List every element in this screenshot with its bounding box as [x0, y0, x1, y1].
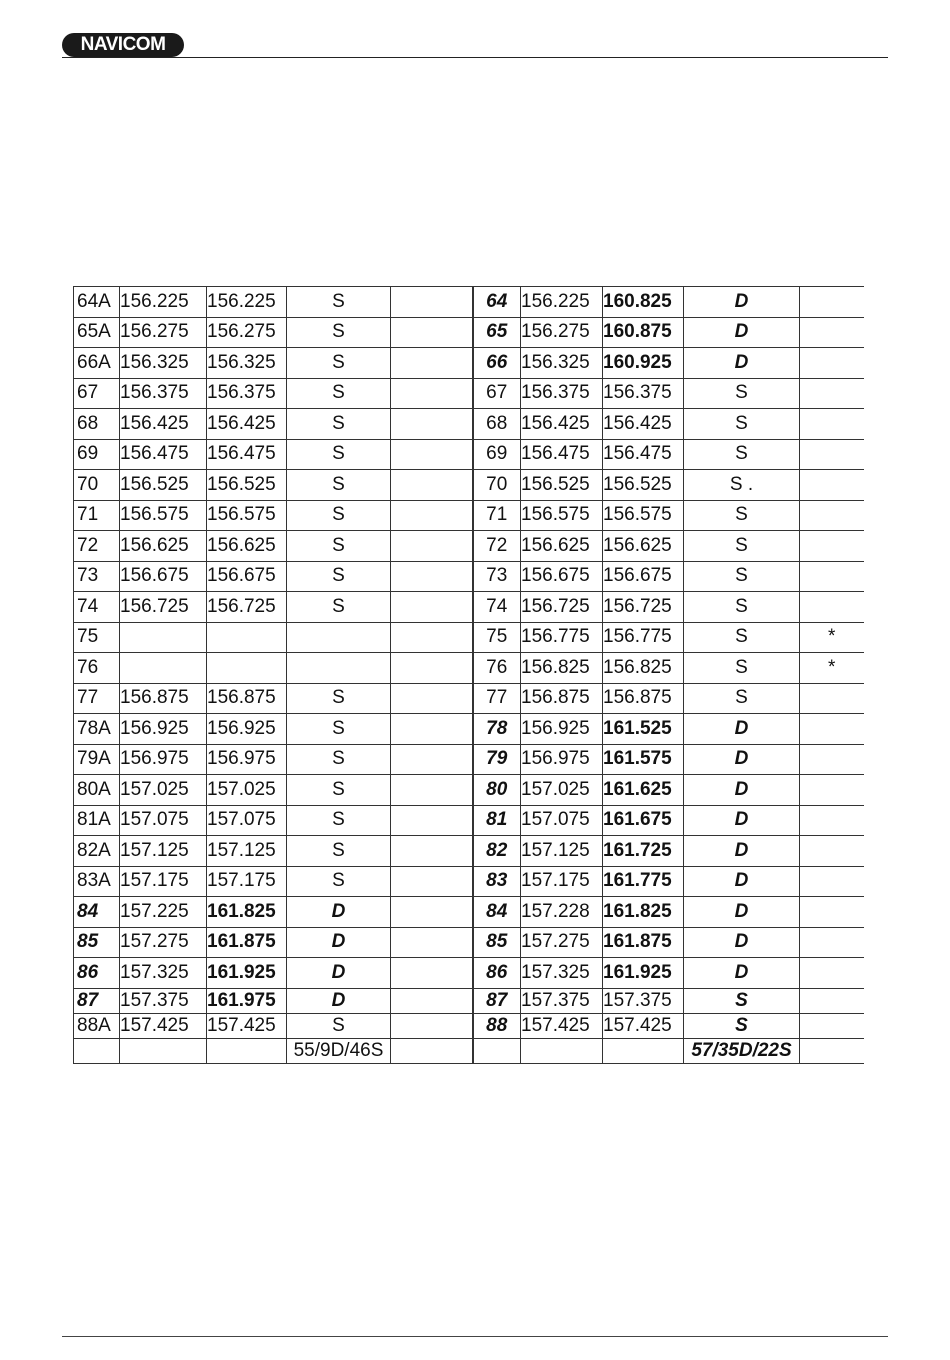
right-tx-frequency: 157.025 [521, 775, 603, 806]
left-tx-frequency: 156.725 [120, 592, 207, 623]
right-tx-frequency: 156.475 [521, 439, 603, 470]
right-rx-frequency: 156.425 [603, 409, 684, 440]
totals-cell [473, 1038, 521, 1063]
right-note [800, 988, 864, 1013]
right-tx-frequency: 156.775 [521, 622, 603, 653]
left-rx-frequency: 157.025 [207, 775, 287, 806]
right-note [800, 1013, 864, 1038]
right-tx-frequency: 157.175 [521, 866, 603, 897]
left-tx-frequency: 156.475 [120, 439, 207, 470]
left-tx-frequency: 157.325 [120, 958, 207, 989]
left-channel-number: 71 [74, 500, 120, 531]
right-channel-number: 69 [473, 439, 521, 470]
table-row [74, 744, 864, 775]
right-rx-frequency: 161.625 [603, 775, 684, 806]
right-channel-number: 80 [473, 775, 521, 806]
right-tx-frequency: 157.425 [521, 1013, 603, 1038]
left-tx-frequency [120, 622, 207, 653]
totals-cell [120, 1038, 207, 1063]
left-mode: S [287, 561, 391, 592]
left-channel-number: 75 [74, 622, 120, 653]
left-note [391, 683, 473, 714]
right-note [800, 348, 864, 379]
table-row [74, 592, 864, 623]
right-note [800, 470, 864, 501]
right-mode: S [684, 988, 800, 1013]
left-note [391, 714, 473, 745]
left-note [391, 500, 473, 531]
right-mode: S [684, 592, 800, 623]
left-tx-frequency: 157.425 [120, 1013, 207, 1038]
left-rx-frequency: 156.275 [207, 317, 287, 348]
table-row [74, 714, 864, 745]
table-row [74, 866, 864, 897]
left-mode: S [287, 500, 391, 531]
right-note [800, 409, 864, 440]
left-tx-frequency: 156.525 [120, 470, 207, 501]
left-channel-number: 86 [74, 958, 120, 989]
left-channel-number: 77 [74, 683, 120, 714]
right-mode: D [684, 897, 800, 928]
right-tx-frequency: 157.075 [521, 805, 603, 836]
right-rx-frequency: 161.675 [603, 805, 684, 836]
left-tx-frequency: 157.025 [120, 775, 207, 806]
left-channel-number: 81A [74, 805, 120, 836]
left-rx-frequency: 157.075 [207, 805, 287, 836]
right-mode: S [684, 1013, 800, 1038]
channel-frequency-table [73, 286, 864, 1064]
right-note [800, 500, 864, 531]
right-channel-number: 83 [473, 866, 521, 897]
table-row [74, 531, 864, 562]
left-rx-frequency: 156.425 [207, 409, 287, 440]
left-rx-frequency: 156.725 [207, 592, 287, 623]
left-mode: S [287, 378, 391, 409]
left-mode: D [287, 927, 391, 958]
right-channel-number: 88 [473, 1013, 521, 1038]
left-rx-frequency: 157.425 [207, 1013, 287, 1038]
right-note [800, 775, 864, 806]
right-note [800, 897, 864, 928]
left-rx-frequency: 156.675 [207, 561, 287, 592]
table-row [74, 622, 864, 653]
left-mode: S [287, 348, 391, 379]
right-tx-frequency: 157.125 [521, 836, 603, 867]
left-rx-frequency: 161.975 [207, 988, 287, 1013]
right-channel-number: 66 [473, 348, 521, 379]
right-channel-number: 67 [473, 378, 521, 409]
right-channel-number: 77 [473, 683, 521, 714]
left-channel-number: 87 [74, 988, 120, 1013]
left-note [391, 470, 473, 501]
right-tx-frequency: 156.925 [521, 714, 603, 745]
left-note [391, 409, 473, 440]
left-note [391, 988, 473, 1013]
left-note [391, 287, 473, 318]
left-note [391, 439, 473, 470]
right-rx-frequency: 161.775 [603, 866, 684, 897]
right-rx-frequency: 161.575 [603, 744, 684, 775]
right-rx-frequency: 156.525 [603, 470, 684, 501]
right-channel-number: 84 [473, 897, 521, 928]
left-tx-frequency: 156.275 [120, 317, 207, 348]
right-channel-number: 72 [473, 531, 521, 562]
left-rx-frequency: 161.825 [207, 897, 287, 928]
left-note [391, 622, 473, 653]
left-channel-number: 83A [74, 866, 120, 897]
totals-cell [800, 1038, 864, 1063]
left-mode: S [287, 683, 391, 714]
table-row [74, 1013, 864, 1038]
left-tx-frequency: 156.975 [120, 744, 207, 775]
right-rx-frequency: 156.725 [603, 592, 684, 623]
right-tx-frequency: 156.225 [521, 287, 603, 318]
left-mode: S [287, 866, 391, 897]
navicom-logo: NAVICOM [62, 33, 184, 57]
right-tx-frequency: 156.425 [521, 409, 603, 440]
left-channel-number: 70 [74, 470, 120, 501]
left-mode [287, 653, 391, 684]
left-rx-frequency: 156.525 [207, 470, 287, 501]
left-note [391, 531, 473, 562]
right-rx-frequency: 156.475 [603, 439, 684, 470]
left-note [391, 744, 473, 775]
left-note [391, 378, 473, 409]
right-mode: S [684, 378, 800, 409]
right-tx-frequency: 156.625 [521, 531, 603, 562]
right-note [800, 927, 864, 958]
right-mode: D [684, 836, 800, 867]
left-tx-frequency: 157.125 [120, 836, 207, 867]
left-tx-frequency: 156.375 [120, 378, 207, 409]
right-rx-frequency: 160.825 [603, 287, 684, 318]
right-tx-frequency: 156.875 [521, 683, 603, 714]
right-tx-frequency: 156.675 [521, 561, 603, 592]
left-channel-number: 88A [74, 1013, 120, 1038]
table-row [74, 988, 864, 1013]
left-mode: S [287, 805, 391, 836]
left-rx-frequency: 157.125 [207, 836, 287, 867]
right-note [800, 561, 864, 592]
right-note [800, 805, 864, 836]
left-note [391, 592, 473, 623]
totals-cell [207, 1038, 287, 1063]
left-note [391, 348, 473, 379]
right-mode: S . [684, 470, 800, 501]
table-row [74, 348, 864, 379]
right-channel-number: 73 [473, 561, 521, 592]
right-note [800, 744, 864, 775]
right-tx-frequency: 156.725 [521, 592, 603, 623]
right-note [800, 378, 864, 409]
table-row [74, 317, 864, 348]
left-mode: S [287, 287, 391, 318]
left-mode: S [287, 775, 391, 806]
right-totals: 57/35D/22S [684, 1038, 800, 1063]
left-tx-frequency: 157.275 [120, 927, 207, 958]
right-rx-frequency: 156.575 [603, 500, 684, 531]
right-tx-frequency: 156.975 [521, 744, 603, 775]
right-mode: D [684, 348, 800, 379]
right-note [800, 683, 864, 714]
right-note [800, 439, 864, 470]
left-mode: D [287, 958, 391, 989]
table-row [74, 378, 864, 409]
right-mode: D [684, 287, 800, 318]
right-mode: D [684, 744, 800, 775]
left-tx-frequency: 157.175 [120, 866, 207, 897]
right-channel-number: 81 [473, 805, 521, 836]
left-channel-number: 66A [74, 348, 120, 379]
right-channel-number: 86 [473, 958, 521, 989]
table-row [74, 836, 864, 867]
right-rx-frequency: 157.425 [603, 1013, 684, 1038]
right-channel-number: 64 [473, 287, 521, 318]
left-rx-frequency: 161.925 [207, 958, 287, 989]
right-mode: D [684, 866, 800, 897]
right-rx-frequency: 161.725 [603, 836, 684, 867]
right-mode: D [684, 927, 800, 958]
right-channel-number: 76 [473, 653, 521, 684]
right-mode: D [684, 317, 800, 348]
table-row [74, 561, 864, 592]
left-channel-number: 73 [74, 561, 120, 592]
right-rx-frequency: 156.875 [603, 683, 684, 714]
left-channel-number: 64A [74, 287, 120, 318]
right-mode: S [684, 561, 800, 592]
left-mode: S [287, 439, 391, 470]
table-row [74, 805, 864, 836]
right-mode: S [684, 439, 800, 470]
left-tx-frequency: 156.875 [120, 683, 207, 714]
right-tx-frequency: 156.525 [521, 470, 603, 501]
table-row [74, 958, 864, 989]
right-rx-frequency: 161.825 [603, 897, 684, 928]
right-note [800, 592, 864, 623]
left-channel-number: 65A [74, 317, 120, 348]
left-note [391, 866, 473, 897]
left-channel-number: 84 [74, 897, 120, 928]
right-rx-frequency: 156.825 [603, 653, 684, 684]
right-tx-frequency: 157.375 [521, 988, 603, 1013]
left-note [391, 836, 473, 867]
right-tx-frequency: 157.228 [521, 897, 603, 928]
left-rx-frequency: 156.325 [207, 348, 287, 379]
left-rx-frequency: 156.575 [207, 500, 287, 531]
left-tx-frequency: 156.225 [120, 287, 207, 318]
left-tx-frequency: 156.625 [120, 531, 207, 562]
right-note [800, 714, 864, 745]
table-row [74, 775, 864, 806]
left-note [391, 775, 473, 806]
left-tx-frequency: 157.375 [120, 988, 207, 1013]
left-rx-frequency [207, 653, 287, 684]
table-row [74, 287, 864, 318]
right-note [800, 531, 864, 562]
left-mode: S [287, 836, 391, 867]
left-channel-number: 79A [74, 744, 120, 775]
right-mode: D [684, 775, 800, 806]
left-channel-number: 68 [74, 409, 120, 440]
right-channel-number: 71 [473, 500, 521, 531]
right-tx-frequency: 157.275 [521, 927, 603, 958]
left-rx-frequency: 156.875 [207, 683, 287, 714]
right-rx-frequency: 156.775 [603, 622, 684, 653]
left-channel-number: 80A [74, 775, 120, 806]
left-rx-frequency: 156.625 [207, 531, 287, 562]
footer-rule [62, 1336, 888, 1337]
table-body [74, 287, 864, 1064]
right-mode: S [684, 683, 800, 714]
right-tx-frequency: 156.325 [521, 348, 603, 379]
right-mode: S [684, 500, 800, 531]
right-channel-number: 78 [473, 714, 521, 745]
left-note [391, 805, 473, 836]
table-row [74, 653, 864, 684]
totals-cell [74, 1038, 120, 1063]
right-tx-frequency: 156.275 [521, 317, 603, 348]
left-channel-number: 82A [74, 836, 120, 867]
left-tx-frequency: 156.325 [120, 348, 207, 379]
left-rx-frequency: 156.475 [207, 439, 287, 470]
right-mode: S [684, 531, 800, 562]
table-row [74, 500, 864, 531]
right-rx-frequency: 160.925 [603, 348, 684, 379]
left-channel-number: 72 [74, 531, 120, 562]
left-rx-frequency: 161.875 [207, 927, 287, 958]
table-row [74, 439, 864, 470]
left-mode: D [287, 897, 391, 928]
left-note [391, 561, 473, 592]
totals-cell [391, 1038, 473, 1063]
right-rx-frequency: 156.625 [603, 531, 684, 562]
left-rx-frequency: 157.175 [207, 866, 287, 897]
left-mode: S [287, 531, 391, 562]
table-row [74, 927, 864, 958]
right-rx-frequency: 156.375 [603, 378, 684, 409]
right-channel-number: 74 [473, 592, 521, 623]
right-channel-number: 79 [473, 744, 521, 775]
left-mode: D [287, 988, 391, 1013]
right-tx-frequency: 157.325 [521, 958, 603, 989]
right-note [800, 836, 864, 867]
right-rx-frequency: 161.525 [603, 714, 684, 745]
right-mode: S [684, 409, 800, 440]
left-mode: S [287, 1013, 391, 1038]
left-rx-frequency: 156.375 [207, 378, 287, 409]
right-channel-number: 82 [473, 836, 521, 867]
left-mode: S [287, 592, 391, 623]
table-row [74, 409, 864, 440]
left-rx-frequency: 156.925 [207, 714, 287, 745]
right-note [800, 287, 864, 318]
left-rx-frequency: 156.975 [207, 744, 287, 775]
right-mode: D [684, 958, 800, 989]
right-channel-number: 85 [473, 927, 521, 958]
right-channel-number: 75 [473, 622, 521, 653]
right-mode: D [684, 714, 800, 745]
right-rx-frequency: 161.925 [603, 958, 684, 989]
totals-row [74, 1038, 864, 1063]
left-tx-frequency: 156.575 [120, 500, 207, 531]
left-note [391, 927, 473, 958]
totals-cell [521, 1038, 603, 1063]
right-mode: D [684, 805, 800, 836]
left-note [391, 897, 473, 928]
left-channel-number: 69 [74, 439, 120, 470]
left-tx-frequency: 157.075 [120, 805, 207, 836]
left-mode: S [287, 317, 391, 348]
left-mode: S [287, 744, 391, 775]
right-rx-frequency: 157.375 [603, 988, 684, 1013]
header-rule [62, 57, 888, 58]
left-channel-number: 74 [74, 592, 120, 623]
left-mode: S [287, 714, 391, 745]
right-tx-frequency: 156.375 [521, 378, 603, 409]
left-mode [287, 622, 391, 653]
right-rx-frequency: 161.875 [603, 927, 684, 958]
left-channel-number: 78A [74, 714, 120, 745]
table-row [74, 470, 864, 501]
left-tx-frequency: 157.225 [120, 897, 207, 928]
left-note [391, 1013, 473, 1038]
left-note [391, 317, 473, 348]
left-mode: S [287, 470, 391, 501]
right-note [800, 317, 864, 348]
left-note [391, 653, 473, 684]
right-rx-frequency: 156.675 [603, 561, 684, 592]
right-channel-number: 65 [473, 317, 521, 348]
left-totals: 55/9D/46S [287, 1038, 391, 1063]
left-rx-frequency [207, 622, 287, 653]
right-mode: S [684, 653, 800, 684]
table-row [74, 897, 864, 928]
right-note: * [800, 622, 864, 653]
left-tx-frequency: 156.925 [120, 714, 207, 745]
right-note [800, 958, 864, 989]
right-note [800, 866, 864, 897]
left-note [391, 958, 473, 989]
right-channel-number: 87 [473, 988, 521, 1013]
left-channel-number: 67 [74, 378, 120, 409]
right-rx-frequency: 160.875 [603, 317, 684, 348]
right-channel-number: 70 [473, 470, 521, 501]
left-channel-number: 76 [74, 653, 120, 684]
left-rx-frequency: 156.225 [207, 287, 287, 318]
right-channel-number: 68 [473, 409, 521, 440]
left-tx-frequency [120, 653, 207, 684]
left-tx-frequency: 156.675 [120, 561, 207, 592]
right-note: * [800, 653, 864, 684]
right-mode: S [684, 622, 800, 653]
left-mode: S [287, 409, 391, 440]
right-tx-frequency: 156.575 [521, 500, 603, 531]
left-tx-frequency: 156.425 [120, 409, 207, 440]
table-row [74, 683, 864, 714]
left-channel-number: 85 [74, 927, 120, 958]
right-tx-frequency: 156.825 [521, 653, 603, 684]
totals-cell [603, 1038, 684, 1063]
